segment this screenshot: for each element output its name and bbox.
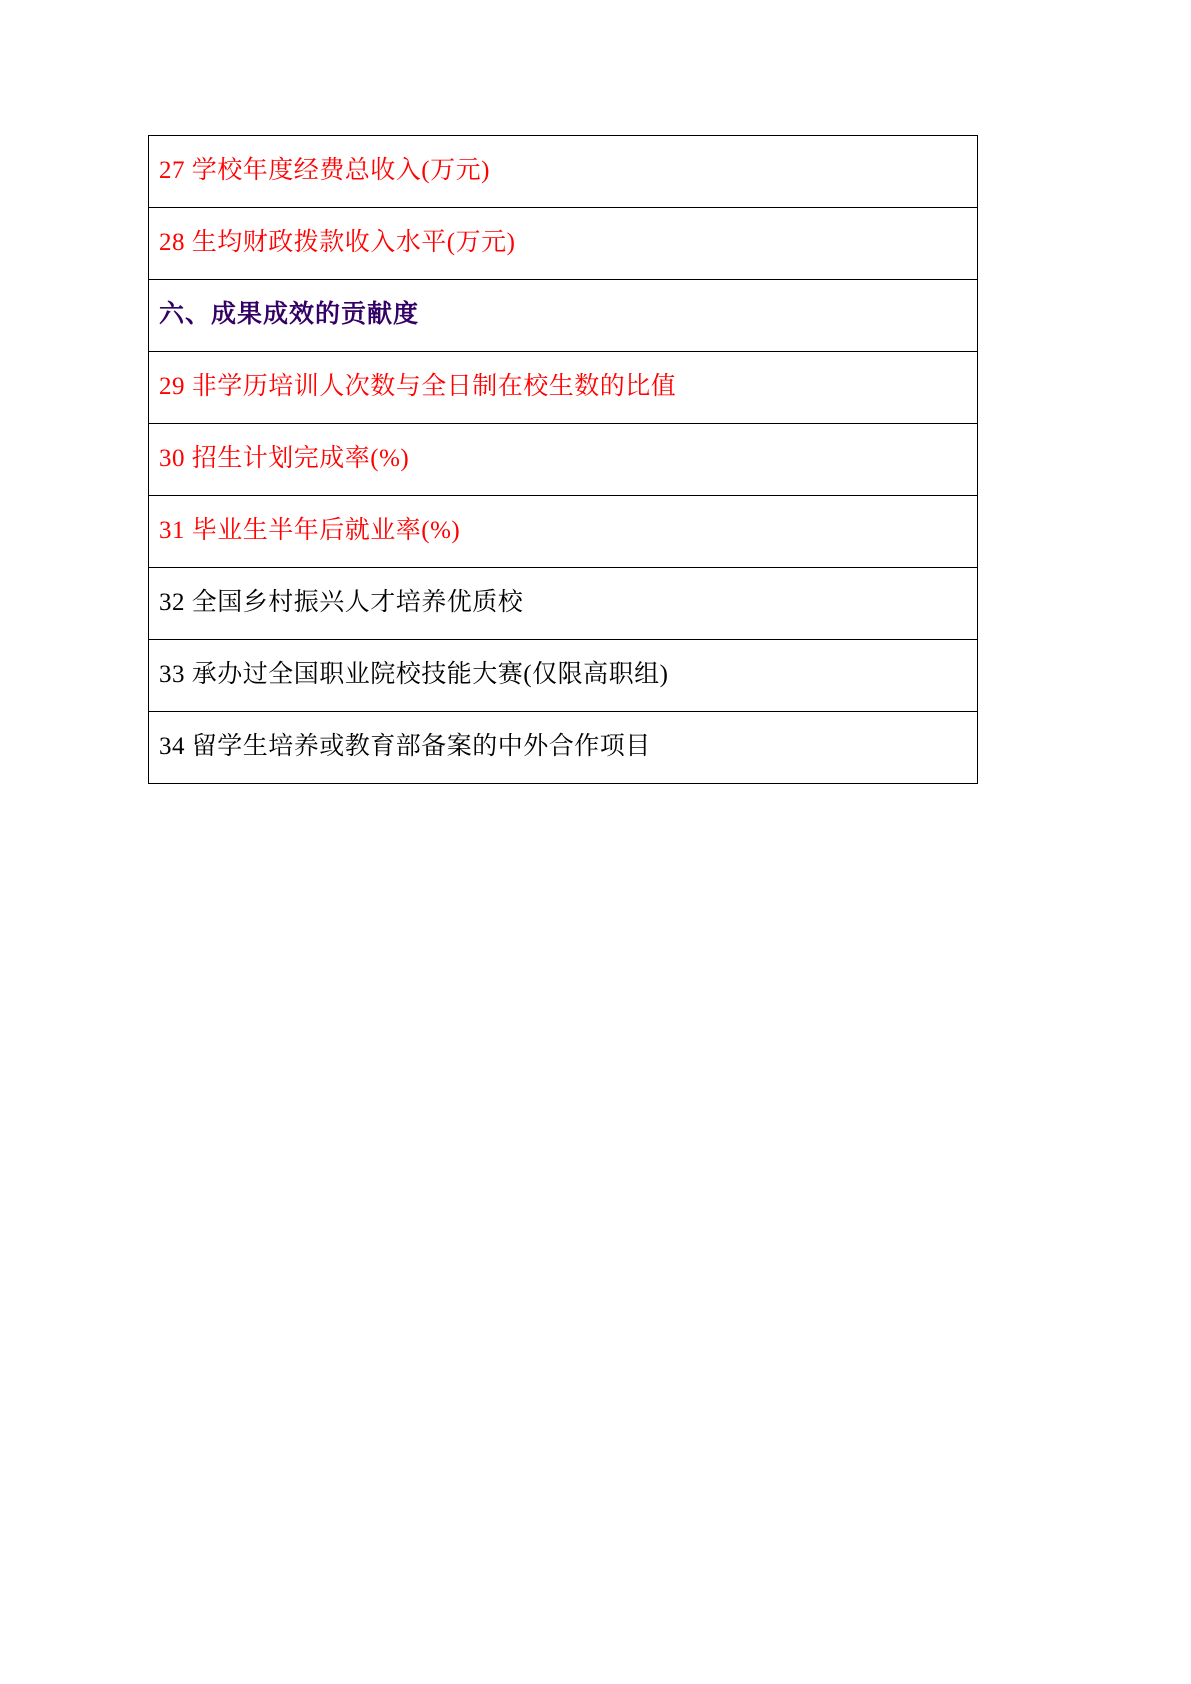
indicator-cell: 27 学校年度经费总收入(万元) bbox=[149, 136, 978, 208]
indicator-cell: 33 承办过全国职业院校技能大赛(仅限高职组) bbox=[149, 640, 978, 712]
table-row bbox=[149, 640, 978, 712]
indicator-cell: 30 招生计划完成率(%) bbox=[149, 424, 978, 496]
indicator-cell: 29 非学历培训人次数与全日制在校生数的比值 bbox=[149, 352, 978, 424]
table-row bbox=[149, 712, 978, 784]
table-row bbox=[149, 568, 978, 640]
table-row bbox=[149, 136, 978, 208]
indicator-cell: 28 生均财政拨款收入水平(万元) bbox=[149, 208, 978, 280]
table-row bbox=[149, 352, 978, 424]
indicator-table-body bbox=[149, 136, 978, 784]
indicator-cell: 32 全国乡村振兴人才培养优质校 bbox=[149, 568, 978, 640]
section-heading-cell: 六、成果成效的贡献度 bbox=[149, 280, 978, 352]
indicator-cell: 31 毕业生半年后就业率(%) bbox=[149, 496, 978, 568]
table-row bbox=[149, 208, 978, 280]
indicator-table bbox=[148, 135, 978, 784]
table-row-section-heading bbox=[149, 280, 978, 352]
table-row bbox=[149, 496, 978, 568]
indicator-cell: 34 留学生培养或教育部备案的中外合作项目 bbox=[149, 712, 978, 784]
table-row bbox=[149, 424, 978, 496]
